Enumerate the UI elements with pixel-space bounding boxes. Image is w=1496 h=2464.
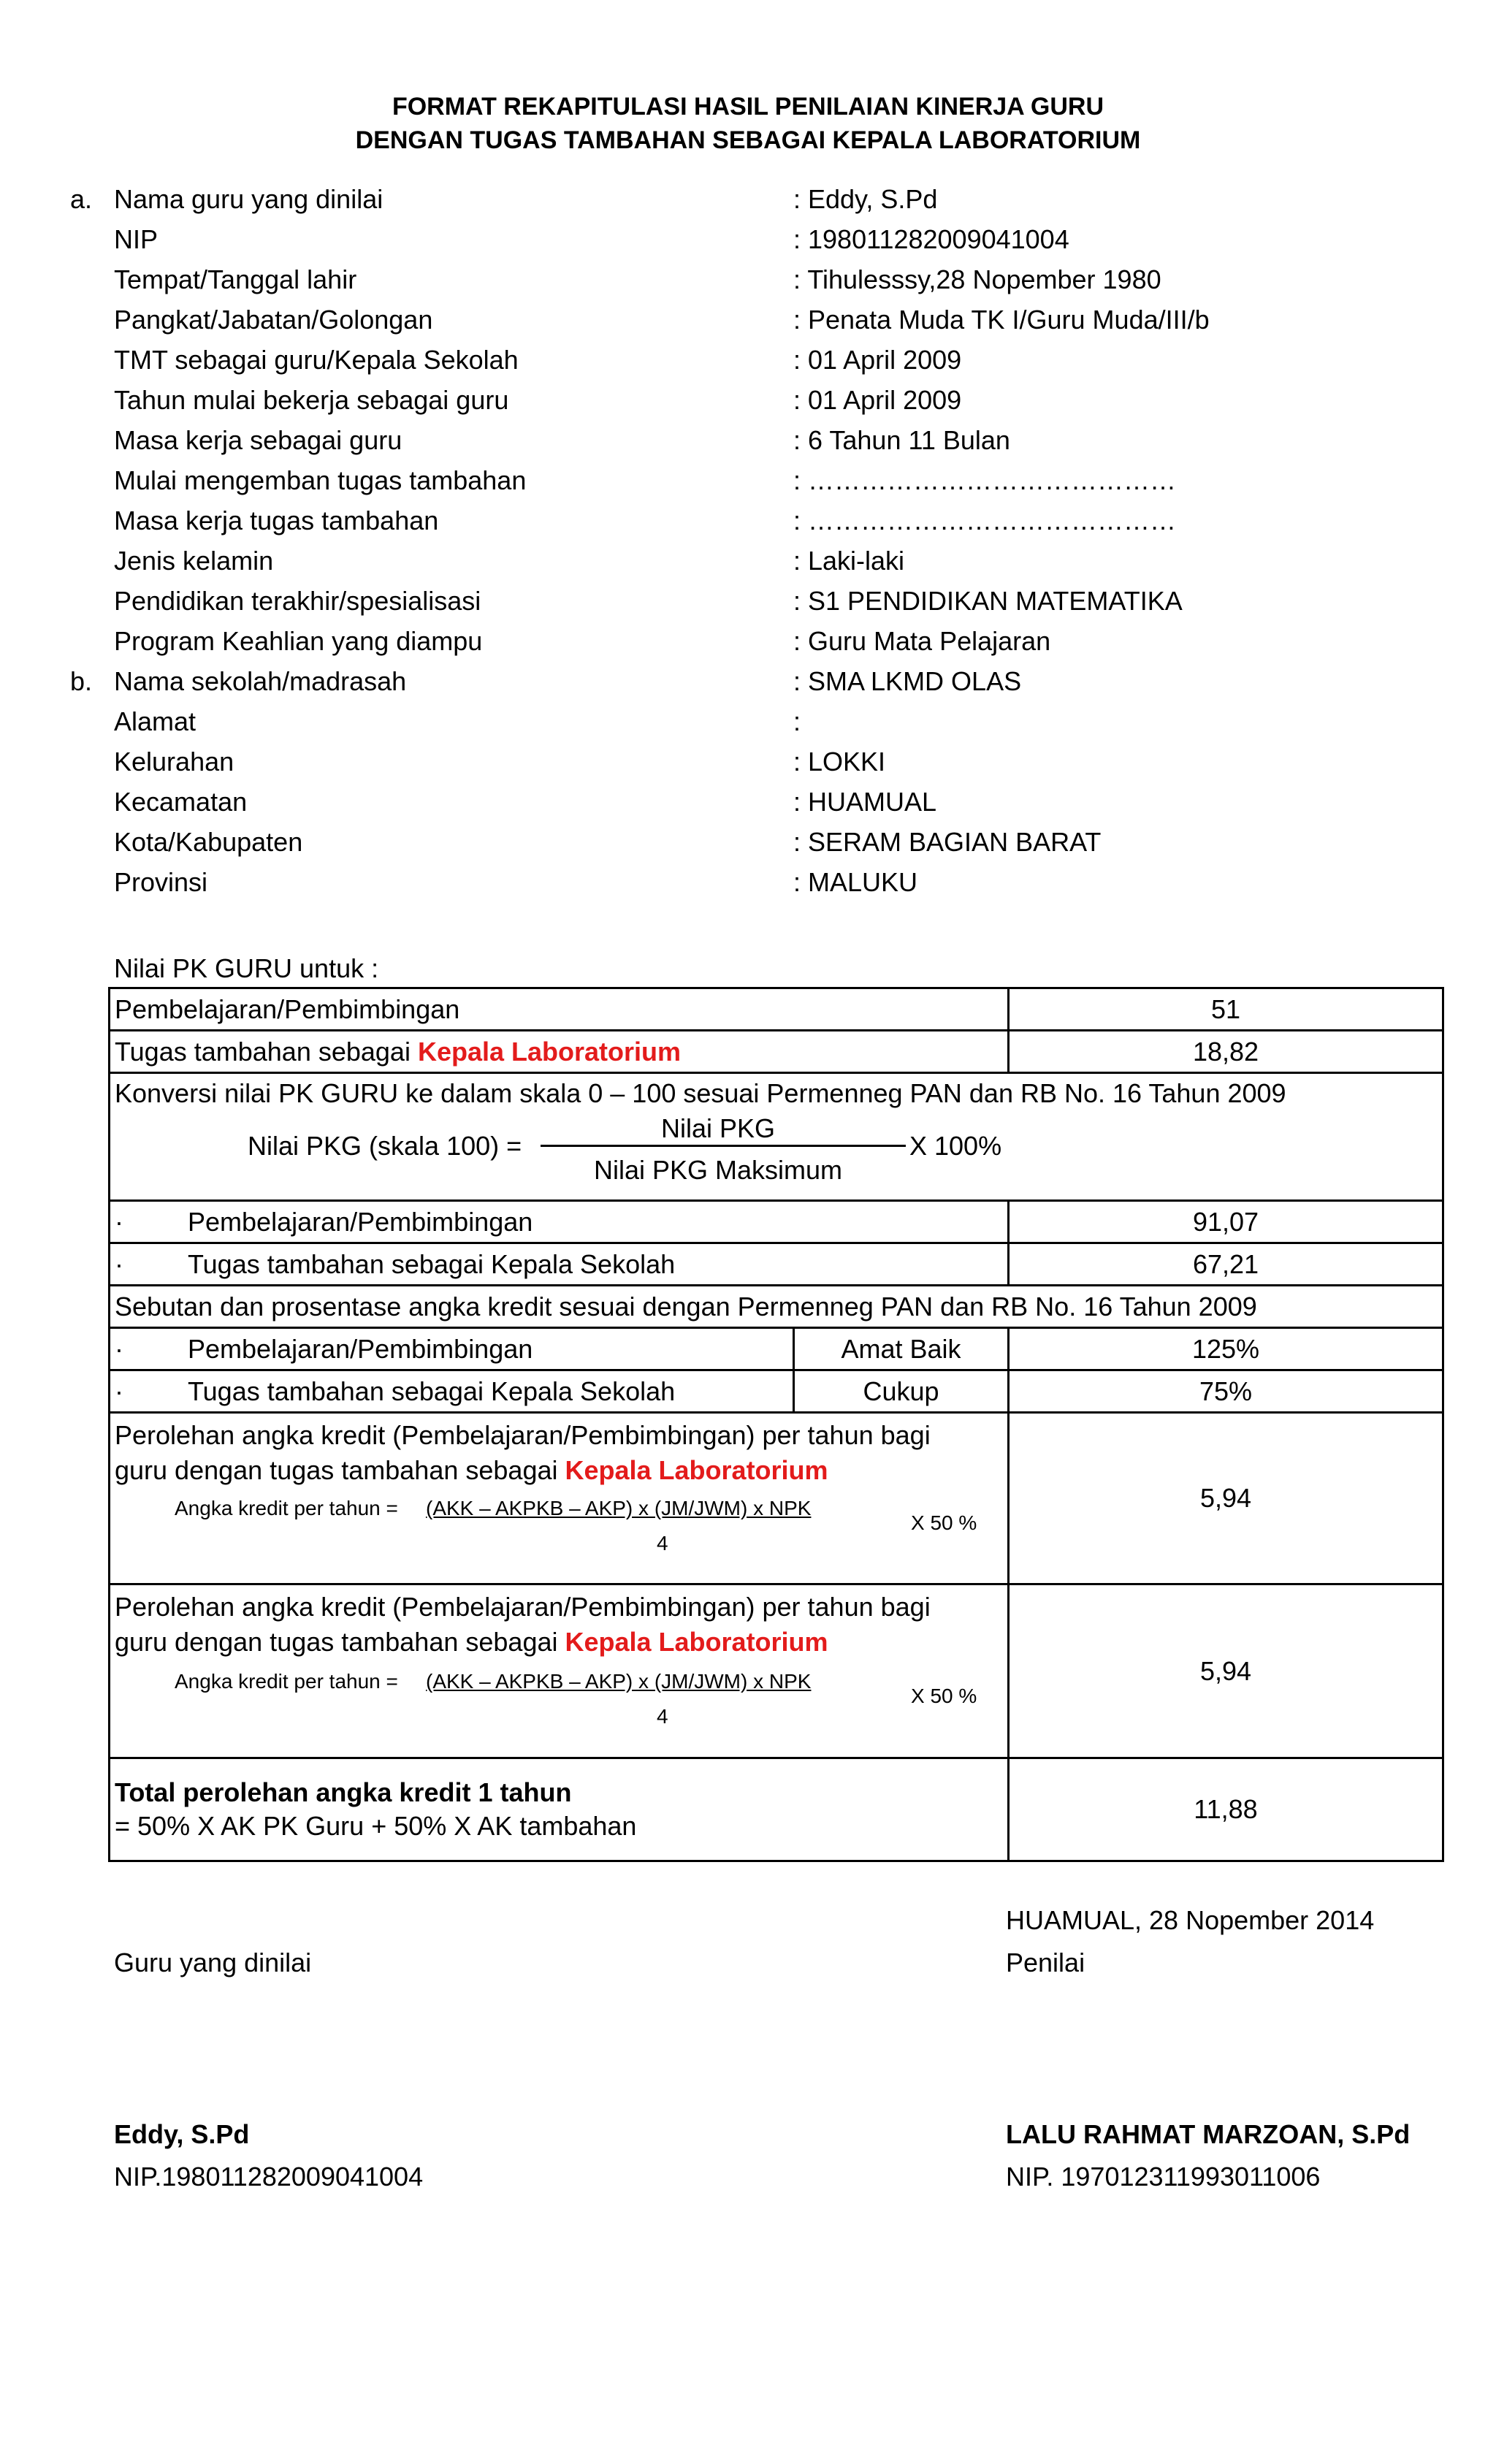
- pk-row-tugas-tambahan: [110, 1031, 1443, 1073]
- ak-line-2: [115, 1453, 1003, 1488]
- label-prefix: guru dengan tugas tambahan sebagai: [115, 1455, 565, 1485]
- bullet: ·: [115, 1376, 123, 1406]
- identity-value: : SERAM BAGIAN BARAT: [793, 827, 1102, 857]
- left-role: Guru yang dinilai: [114, 1948, 312, 1977]
- angka-kredit-row-1: [110, 1413, 1443, 1584]
- identity-value: : 01 April 2009: [793, 345, 962, 375]
- sebutan-label: [110, 1328, 794, 1370]
- pk-table: [108, 987, 1444, 1862]
- ak-formula-suffix: X 50 %: [911, 1685, 977, 1707]
- sebutan-pembelajaran-row: [110, 1328, 1443, 1370]
- label-highlight: Kepala Laboratorium: [565, 1627, 828, 1657]
- pk-row-pembelajaran: [110, 988, 1443, 1031]
- angka-kredit-value: 5,94: [1009, 1413, 1443, 1584]
- identity-label: Tahun mulai bekerja sebagai guru: [114, 385, 509, 415]
- identity-value: : SMA LKMD OLAS: [793, 666, 1022, 696]
- label-prefix: Tugas tambahan sebagai: [115, 1036, 418, 1067]
- identity-value: : MALUKU: [793, 867, 918, 897]
- pk-row-label: [110, 1031, 1009, 1073]
- identity-value: : Guru Mata Pelajaran: [793, 626, 1051, 656]
- formula-denominator: Nilai PKG Maksimum: [593, 1155, 843, 1185]
- konversi-pembelajaran-row: [110, 1201, 1443, 1243]
- identity-value: : ……………………………………: [793, 465, 1177, 495]
- identity-label: TMT sebagai guru/Kepala Sekolah: [114, 345, 519, 375]
- right-signer-name: LALU RAHMAT MARZOAN, S.Pd: [1006, 2119, 1411, 2149]
- identity-label: Masa kerja sebagai guru: [114, 425, 402, 455]
- sebutan-percent: 75%: [1009, 1370, 1443, 1413]
- identity-label: Pangkat/Jabatan/Golongan: [114, 305, 433, 335]
- sebutan-text: Sebutan dan prosentase angka kredit sesuai dengan Permenneg PAN dan RB No. 16 Tahun 2009: [110, 1286, 1443, 1328]
- ak-formula-suffix: X 50 %: [911, 1511, 977, 1534]
- section-marker-b: b.: [70, 666, 93, 696]
- identity-value: : 198011282009041004: [793, 224, 1069, 254]
- identity-label: Kecamatan: [114, 787, 248, 817]
- bullet: ·: [115, 1206, 123, 1237]
- ak-line-2: [115, 1625, 1003, 1660]
- label-text: Tugas tambahan sebagai Kepala Sekolah: [188, 1248, 676, 1279]
- sebutan-label: [110, 1370, 794, 1413]
- total-value: 11,88: [1009, 1758, 1443, 1861]
- formula-left: Nilai PKG (skala 100) =: [248, 1131, 522, 1161]
- konversi-text: Konversi nilai PK GURU ke dalam skala 0 – 100 sesuai Permenneg PAN dan RB No. 16 Tahun 2009: [115, 1078, 1286, 1108]
- identity-label: Mulai mengemban tugas tambahan: [114, 465, 527, 495]
- pk-row-value: 51: [1009, 988, 1443, 1031]
- konversi-formula: [115, 1109, 1438, 1189]
- identity-label: Nama guru yang dinilai: [114, 184, 383, 214]
- identity-label: Masa kerja tugas tambahan: [114, 506, 439, 535]
- right-signer-nip: NIP. 197012311993011006: [1006, 2162, 1321, 2192]
- identity-label: Pendidikan terakhir/spesialisasi: [114, 586, 481, 616]
- identity-value: : Eddy, S.Pd: [793, 184, 938, 214]
- sebutan-tugas-row: [110, 1370, 1443, 1413]
- identity-value: :: [793, 706, 801, 736]
- sebutan-grade: Cukup: [794, 1370, 1009, 1413]
- identity-value: : Penata Muda TK I/Guru Muda/III/b: [793, 305, 1210, 335]
- formula-fraction-line: [541, 1145, 906, 1147]
- ak-formula: [115, 1660, 1003, 1740]
- angka-kredit-cell: [110, 1413, 1009, 1584]
- ak-formula-denominator: 4: [657, 1532, 668, 1555]
- label-text: Pembelajaran/Pembimbingan: [188, 1333, 533, 1364]
- ak-line-1: Perolehan angka kredit (Pembelajaran/Pembimbingan) per tahun bagi: [115, 1592, 931, 1622]
- label-text: Pembelajaran/Pembimbingan: [188, 1206, 533, 1237]
- total-cell: [110, 1758, 1009, 1861]
- left-signer-nip: NIP.198011282009041004: [114, 2162, 424, 2192]
- ak-formula-numerator: (AKK – AKPKB – AKP) x (JM/JWM) x NPK: [426, 1670, 812, 1693]
- identity-label: Jenis kelamin: [114, 546, 274, 576]
- pk-row-value: 18,82: [1009, 1031, 1443, 1073]
- angka-kredit-value: 5,94: [1009, 1584, 1443, 1758]
- left-signer-name: Eddy, S.Pd: [114, 2119, 250, 2149]
- identity-value: : HUAMUAL: [793, 787, 937, 817]
- total-row: [110, 1758, 1443, 1861]
- identity-value: : 6 Tahun 11 Bulan: [793, 425, 1010, 455]
- label-highlight: Kepala Laboratorium: [417, 1036, 682, 1067]
- identity-label: Kota/Kabupaten: [114, 827, 303, 857]
- konversi-cell: [110, 1073, 1443, 1201]
- identity-value: : 01 April 2009: [793, 385, 962, 415]
- ak-formula-prefix: Angka kredit per tahun =: [175, 1497, 398, 1519]
- konversi-tugas-row: [110, 1243, 1443, 1286]
- title-line-2: DENGAN TUGAS TAMBAHAN SEBAGAI KEPALA LABORATORIUM: [355, 126, 1141, 154]
- place-date: HUAMUAL, 28 Nopember 2014: [1006, 1905, 1375, 1935]
- identity-label: NIP: [114, 224, 159, 254]
- bullet: ·: [115, 1248, 123, 1279]
- identity-value: : Tihulesssy,28 Nopember 1980: [793, 264, 1161, 294]
- identity-label: Nama sekolah/madrasah: [114, 666, 407, 696]
- identity-label: Provinsi: [114, 867, 208, 897]
- ak-formula-denominator: 4: [657, 1705, 668, 1728]
- ak-formula-prefix: Angka kredit per tahun =: [175, 1670, 398, 1693]
- formula-right: X 100%: [909, 1131, 1002, 1161]
- konversi-value: 67,21: [1009, 1243, 1443, 1286]
- konversi-value: 91,07: [1009, 1201, 1443, 1243]
- total-label: Total perolehan angka kredit 1 tahun: [115, 1777, 572, 1807]
- identity-label: Kelurahan: [114, 747, 234, 777]
- label-highlight: Kepala Laboratorium: [565, 1455, 828, 1485]
- pk-heading: Nilai PK GURU untuk :: [114, 953, 379, 983]
- ak-formula-numerator: (AKK – AKPKB – AKP) x (JM/JWM) x NPK: [426, 1497, 812, 1519]
- bullet: ·: [115, 1333, 123, 1364]
- konversi-label: [110, 1243, 1009, 1286]
- identity-value: : LOKKI: [793, 747, 886, 777]
- title-line-1: FORMAT REKAPITULASI HASIL PENILAIAN KINERJA GURU: [392, 93, 1104, 121]
- label-text: Tugas tambahan sebagai Kepala Sekolah: [188, 1376, 676, 1406]
- right-role: Penilai: [1006, 1948, 1085, 1977]
- konversi-label: [110, 1201, 1009, 1243]
- sebutan-grade: Amat Baik: [794, 1328, 1009, 1370]
- sebutan-percent: 125%: [1009, 1328, 1443, 1370]
- label-prefix: guru dengan tugas tambahan sebagai: [115, 1627, 565, 1657]
- sebutan-row: [110, 1286, 1443, 1328]
- identity-label: Alamat: [114, 706, 196, 736]
- total-formula: = 50% X AK PK Guru + 50% X AK tambahan: [115, 1811, 637, 1841]
- identity-label: Program Keahlian yang diampu: [114, 626, 483, 656]
- identity-label: Tempat/Tanggal lahir: [114, 264, 357, 294]
- angka-kredit-cell: [110, 1584, 1009, 1758]
- pk-row-label: Pembelajaran/Pembimbingan: [110, 988, 1009, 1031]
- ak-formula: [115, 1488, 1003, 1568]
- angka-kredit-row-2: [110, 1584, 1443, 1758]
- section-marker-a: a.: [70, 184, 93, 214]
- identity-value: : S1 PENDIDIKAN MATEMATIKA: [793, 586, 1183, 616]
- konversi-row: [110, 1073, 1443, 1201]
- formula-numerator: Nilai PKG: [660, 1113, 776, 1143]
- identity-value: : ……………………………………: [793, 506, 1177, 535]
- ak-line-1: Perolehan angka kredit (Pembelajaran/Pembimbingan) per tahun bagi: [115, 1420, 931, 1450]
- identity-value: : Laki-laki: [793, 546, 905, 576]
